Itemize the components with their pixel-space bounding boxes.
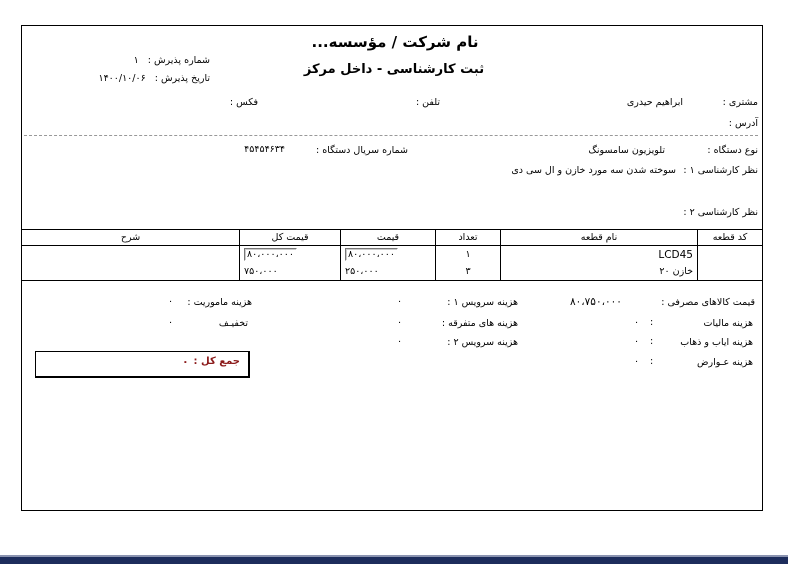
col-header-name: نام قطعه (501, 230, 698, 246)
phone-label: تلفن : (415, 97, 440, 108)
misc-label: هزینه های متفرقه : (441, 318, 518, 329)
section-divider (24, 135, 758, 136)
cell-desc (22, 246, 240, 264)
col-header-code: کد قطعه (698, 230, 763, 246)
discount-label: تخفیـف (218, 318, 248, 329)
cell-desc (22, 263, 240, 281)
transport-label: هزینه ایاب و ذهاب (680, 337, 753, 348)
reception-date-value: ۱۴۰۰/۱۰/۰۶ (98, 73, 146, 84)
reception-number (60, 55, 210, 66)
consumables-value: ۸۰،۷۵۰،۰۰۰ (570, 296, 622, 308)
device-type-value: تلویزیون سامسونگ (588, 145, 665, 156)
duties-value: ۰ (634, 356, 640, 367)
col-header-price: قیمت (341, 230, 436, 246)
col-header-qty: تعداد (436, 230, 501, 246)
cell-qty: ۱ (436, 246, 501, 264)
cell-price: ۲۵۰،۰۰۰ (341, 263, 436, 281)
discount-value: ۰ (168, 317, 174, 328)
cell-qty: ۳ (436, 263, 501, 281)
reception-date (60, 73, 210, 84)
company-title: نام شرکت / مؤسسه... (311, 33, 479, 51)
fax-label: فکس : (229, 97, 258, 108)
service1-label: هزینه سرویس ۱ : (447, 297, 518, 308)
total-box (35, 351, 250, 378)
transport-value: ۰ (634, 336, 640, 347)
tax-label: هزینه مالیات (703, 318, 753, 329)
cell-name: LCD45 (501, 246, 698, 264)
tax-value: ۰ (634, 317, 640, 328)
col-header-total: قیمت کل (240, 230, 341, 246)
cell-price (341, 246, 436, 264)
reception-number-label: شماره پذیرش : (147, 55, 210, 66)
parts-table (21, 229, 763, 281)
opinion1-label: نظر کارشناسی ۱ : (683, 165, 758, 176)
transport-colon: : (650, 336, 654, 347)
cell-code (698, 263, 763, 281)
cell-total-value: ۸۰،۰۰۰،۰۰۰ (244, 248, 297, 261)
cell-price-value: ۸۰،۰۰۰،۰۰۰ (345, 248, 398, 261)
misc-value: ۰ (397, 317, 403, 328)
address-label: آدرس : (728, 118, 758, 129)
serial-label: شماره سریال دستگاه : (316, 145, 408, 156)
table-row (22, 263, 763, 281)
device-type-label: نوع دستگاه : (707, 145, 758, 156)
duties-label: هزینه عـوارض (697, 357, 753, 368)
customer-value: ابراهیم حیدری (626, 97, 683, 108)
cell-code (698, 246, 763, 264)
cell-total: ۷۵۰،۰۰۰ (240, 263, 341, 281)
duties-colon: : (650, 356, 654, 367)
cell-name: خازن ۲۰ (501, 263, 698, 281)
service2-value: ۰ (397, 336, 403, 347)
form-title: ثبت کارشناسی - داخل مرکز (303, 62, 485, 77)
opinion2-label: نظر کارشناسی ۲ : (683, 207, 758, 218)
taskbar-strip (0, 555, 788, 564)
cell-total (240, 246, 341, 264)
total-label: جمع کل : (193, 356, 240, 367)
tax-colon: : (650, 317, 654, 328)
serial-value: ۴۵۴۵۴۶۳۴ (244, 144, 285, 155)
parts-table-header (22, 230, 763, 246)
col-header-desc: شرح (22, 230, 240, 246)
mission-value: ۰ (168, 296, 174, 307)
mission-label: هزینه ماموریت : (187, 297, 252, 308)
customer-label: مشتری : (722, 97, 758, 108)
table-row (22, 246, 763, 264)
consumables-label: قیمت کالاهای مصرفی : (661, 297, 755, 308)
reception-date-label: تاریخ پذیرش : (154, 73, 210, 84)
service2-label: هزینه سرویس ۲ : (447, 337, 518, 348)
service1-value: ۰ (397, 296, 403, 307)
opinion1-value: سوخته شدن سه مورد خازن و ال سی دی (511, 165, 676, 176)
total-value: ۰ (182, 355, 189, 368)
reception-number-value: ۱ (133, 55, 139, 66)
